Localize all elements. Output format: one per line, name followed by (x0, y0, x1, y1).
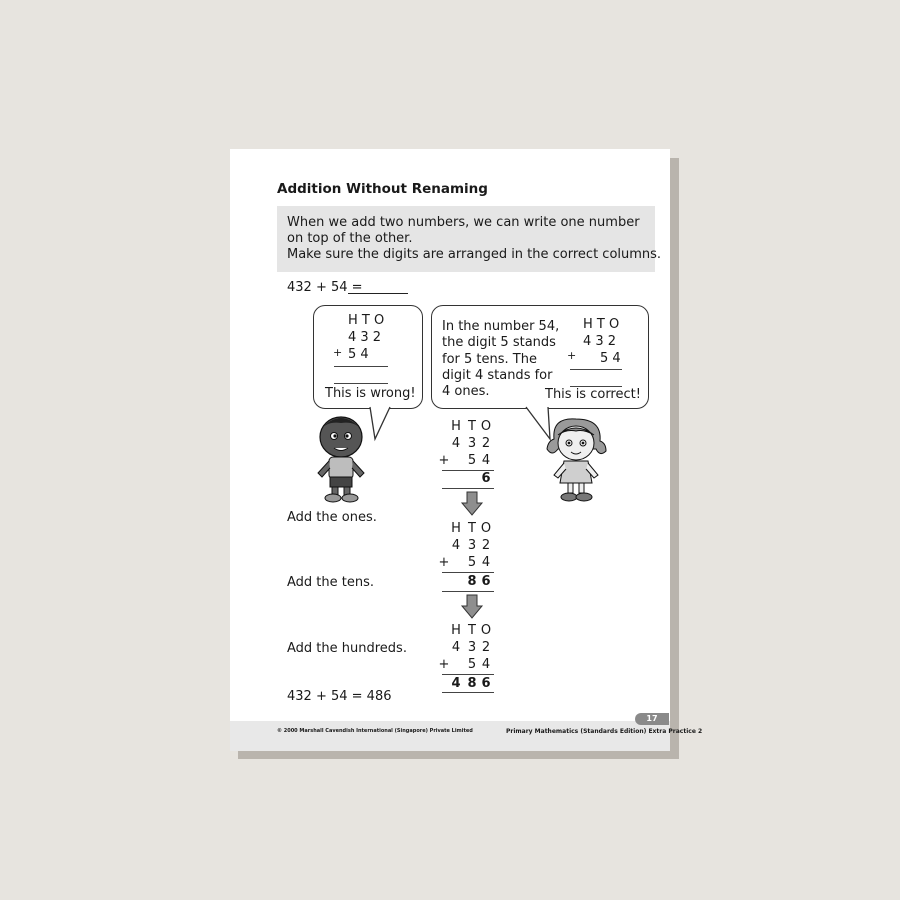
correct-text-3: for 5 tens. The (442, 352, 537, 367)
correct-row-1: 4 3 2 (583, 334, 617, 349)
correct-text-4: digit 4 stands for (442, 368, 553, 383)
plus-sign: + (438, 453, 450, 468)
copyright-notice: © 2000 Marshall Cavendish International (Singapore) Private Limited (277, 728, 473, 734)
boy-illustration (310, 411, 372, 503)
col-h-label: H (451, 521, 461, 536)
step-3-result-o: 6 (481, 676, 491, 691)
worksheet-page (230, 149, 703, 751)
step-3-label: Add the hundreds. (287, 641, 407, 656)
addend1-o: 2 (481, 640, 491, 655)
addend2-o: 4 (481, 657, 491, 672)
addend2-t: 5 (467, 453, 477, 468)
addend2-o: 4 (481, 453, 491, 468)
step-2-rule-bottom (442, 591, 494, 592)
step-3-rule-bottom (442, 692, 494, 693)
final-answer: 432 + 54 = 486 (287, 689, 392, 704)
intro-line-3: Make sure the digits are arranged in the correct columns. (287, 247, 662, 262)
wrong-row-2: 5 4 (348, 347, 369, 362)
step-2-rule-top (442, 572, 494, 573)
page-title: Addition Without Renaming (277, 181, 488, 197)
addend1-h: 4 (451, 436, 461, 451)
correct-text-5: 4 ones. (442, 384, 490, 399)
intro-line-1: When we add two numbers, we can write one number (287, 215, 640, 230)
addend1-h: 4 (451, 538, 461, 553)
col-t-label: T (468, 521, 476, 536)
down-arrow-icon (461, 491, 483, 517)
step-1-label: Add the ones. (287, 510, 377, 525)
wrong-caption: This is wrong! (325, 386, 416, 401)
step-2-result-o: 6 (481, 574, 491, 589)
correct-caption: This is correct! (545, 387, 641, 402)
correct-text-1: In the number 54, (442, 319, 560, 334)
page-number: 17 (635, 713, 669, 725)
addend1-t: 3 (467, 436, 477, 451)
wrong-row-1: 4 3 2 (348, 330, 382, 345)
addend1-o: 2 (481, 436, 491, 451)
plus-sign: + (438, 657, 450, 672)
addend1-t: 3 (467, 538, 477, 553)
col-h-label: H (451, 623, 461, 638)
plus-sign: + (438, 555, 450, 570)
col-h-label: H (451, 419, 461, 434)
step-3-result-t: 8 (467, 676, 477, 691)
page-footer (230, 721, 670, 751)
step-1-rule-bottom (442, 488, 494, 489)
problem-statement: 432 + 54 = (287, 280, 363, 295)
book-title: Primary Mathematics (Standards Edition) Extra Practice 2 (506, 728, 703, 735)
addend1-o: 2 (481, 538, 491, 553)
correct-row-2: 5 4 (600, 351, 621, 366)
step-2-result-t: 8 (467, 574, 477, 589)
col-o-label: O (480, 623, 492, 638)
step-3-result-h: 4 (451, 676, 461, 691)
girl-illustration (544, 417, 610, 503)
addend2-t: 5 (467, 657, 477, 672)
step-1-result-o: 6 (481, 471, 491, 486)
down-arrow-icon (461, 594, 483, 620)
addend2-t: 5 (467, 555, 477, 570)
correct-text-2: the digit 5 stands (442, 335, 556, 350)
intro-line-2: on top of the other. (287, 231, 413, 246)
wrong-plus: + (333, 346, 343, 359)
step-3-rule-top (442, 674, 494, 675)
col-o-label: O (480, 521, 492, 536)
correct-plus: + (567, 349, 577, 362)
addend1-h: 4 (451, 640, 461, 655)
col-o-label: O (480, 419, 492, 434)
col-t-label: T (468, 419, 476, 434)
addend1-t: 3 (467, 640, 477, 655)
wrong-header: H T O (348, 313, 385, 328)
addend2-o: 4 (481, 555, 491, 570)
col-t-label: T (468, 623, 476, 638)
step-2-label: Add the tens. (287, 575, 375, 590)
correct-header: H T O (583, 317, 620, 332)
